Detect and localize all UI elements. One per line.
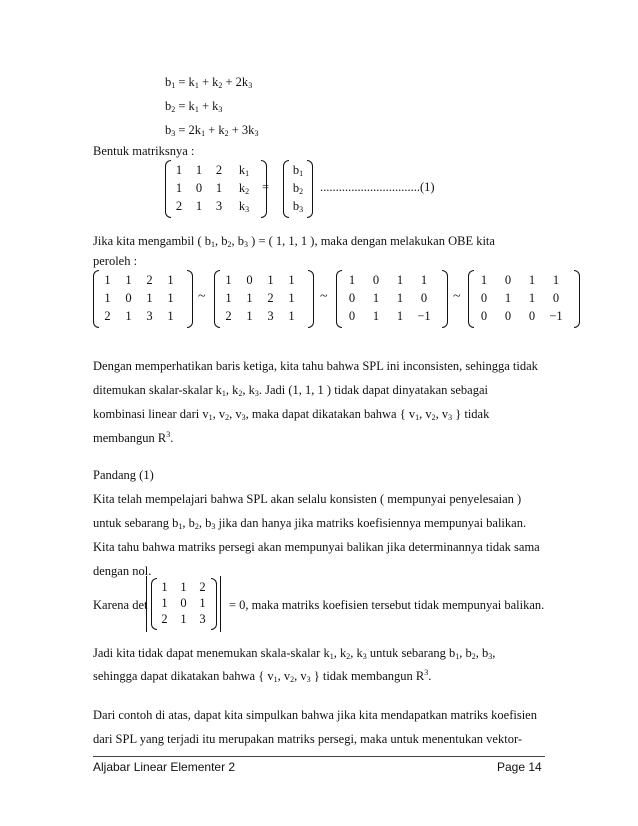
matrix-cell: 1: [161, 596, 168, 610]
footer-page-number: Page 14: [497, 760, 542, 774]
paragraph-1-line3: kombinasi linear dari $v_1$, $v_2$, $v_3$, maka dapat dikatakan bahwa { $v_1$, $v_2$, $v_3$ } tidak: [93, 407, 490, 422]
b-vector: [283, 160, 313, 218]
matrix-cell: 0: [420, 291, 428, 305]
paragraph-1-line4: membangun $R^3$.: [93, 430, 174, 445]
matrix-cell: 1: [175, 163, 183, 177]
matrix-cell: 0: [552, 291, 560, 305]
matrix-cell: $k_1$: [238, 163, 250, 178]
matrix-cell: −1: [417, 309, 431, 323]
paragraph-2-line2: untuk sebarang $b_1$, $b_2$, $b_3$ jika dan hanya jika matriks koefisiennya mempunyai balikan.: [93, 516, 527, 531]
matrix-cell: 1: [504, 291, 512, 305]
matrix-cell: 1: [125, 309, 132, 323]
matrix-cell: 1: [195, 199, 203, 213]
matrix-cell: $b_2$: [292, 181, 304, 196]
matrix-cell: 1: [167, 309, 174, 323]
paragraph-2-line3: Kita tahu bahwa matriks persegi akan mempunyai balikan jika determinannya tidak sama: [93, 540, 540, 554]
matrix-cell: 1: [528, 273, 536, 287]
matrix-cell: 1: [372, 309, 380, 323]
karena-suffix: = 0, maka matriks koefisien tersebut tidak mempunyai balikan.: [229, 598, 545, 612]
matrix-cell: 1: [180, 612, 187, 626]
matrix-cell: 2: [146, 273, 153, 287]
matrix-cell: 1: [146, 291, 153, 305]
matrix-cell: 1: [288, 273, 295, 287]
matrix-cell: 1: [420, 273, 428, 287]
equals-sign: =: [262, 180, 270, 194]
matrix-cell: 1: [372, 291, 380, 305]
matrix-cell: 0: [372, 273, 380, 287]
footer-title: Aljabar Linear Elementer 2: [93, 760, 236, 774]
matrix-cell: 1: [528, 291, 536, 305]
paragraph-3-line2: sehingga dapat dikatakan bahwa { $v_1$, $v_2$, $v_3$ } tidak membangun $R^3$.: [93, 668, 432, 684]
equivalent-tilde: ~: [198, 289, 206, 304]
matrix-bracket-right: [442, 270, 448, 328]
matrix-cell: 1: [288, 309, 295, 323]
matrix-cell: 2: [199, 580, 206, 594]
paragraph-jika-line1: Jika kita mengambil ( $b_1$, $b_2$, $b_3$ ) = ( 1, 1, 1 ), maka dengan melakukan OBE kita: [93, 234, 495, 249]
matrix-cell: 3: [267, 309, 274, 323]
karena-prefix: Karena det: [93, 598, 148, 612]
matrix-cell: 1: [480, 273, 488, 287]
matrix-cell: $b_3$: [292, 199, 304, 214]
paragraph-2-line4: dengan nol.: [93, 564, 152, 578]
matrix-cell: 1: [348, 273, 356, 287]
matrix-cell: 1: [396, 273, 404, 287]
matrix-cell: 1: [161, 580, 168, 594]
matrix-cell: 3: [146, 309, 153, 323]
matrix-cell: 1: [180, 580, 187, 594]
matrix-cell: 2: [175, 199, 183, 213]
matrix-cell: 1: [167, 273, 174, 287]
equivalent-tilde: ~: [320, 289, 328, 304]
matrix-cell: 1: [215, 181, 223, 195]
matrix-cell: 2: [104, 309, 111, 323]
matrix-cell: $k_2$: [238, 181, 250, 196]
matrix-cell: −1: [549, 309, 563, 323]
matrix-cell: 0: [348, 309, 356, 323]
matrix-cell: 0: [125, 291, 132, 305]
matrix-cell: 1: [396, 291, 404, 305]
matrix-cell: 0: [504, 273, 512, 287]
matrix-cell: $k_3$: [238, 199, 250, 214]
matrix-cell: 1: [104, 273, 111, 287]
matrix-cell: 1: [225, 291, 232, 305]
pandang-label: Pandang (1): [93, 468, 154, 482]
paragraph-1-line2: ditemukan skalar-skalar $k_1$, $k_2$, $k_3$. Jadi (1, 1, 1 ) tidak dapat dinyatakan sebagai: [93, 383, 488, 398]
matrix-bracket-right: [187, 270, 193, 328]
equation-b1: $b_1 = k_1 + k_2 + 2k_3$: [165, 75, 253, 90]
matrix-cell: 0: [246, 273, 253, 287]
det-bar-left: [146, 576, 147, 632]
matrix-cell: 3: [215, 199, 223, 213]
matrix-bracket-right: [574, 270, 580, 328]
matrix-cell: 1: [396, 309, 404, 323]
equation-b2: $b_2 = k_1 + k_3$: [165, 99, 223, 114]
equation-b3: $b_3 = 2k_1 + k_2 + 3k_3$: [165, 123, 259, 138]
det-bar-right: [220, 576, 221, 632]
det-matrix: [151, 578, 217, 630]
matrix-cell: 1: [246, 291, 253, 305]
matrix-cell: $b_1$: [292, 163, 304, 178]
matrix-cell: 1: [246, 309, 253, 323]
matrix-cell: 2: [215, 163, 223, 177]
bentuk-label: Bentuk matriksnya :: [93, 144, 195, 158]
coefficient-matrix: [165, 160, 270, 218]
matrix-cell: 1: [125, 273, 132, 287]
paragraph-2-line1: Kita telah mempelajari bahwa SPL akan selalu konsisten ( mempunyai penyelesaian ): [93, 492, 522, 506]
matrix-cell: 0: [180, 596, 187, 610]
matrix-cell: 1: [195, 163, 203, 177]
paragraph-1-line1: Dengan memperhatikan baris ketiga, kita tahu bahwa SPL ini inconsisten, sehingga tidak: [93, 359, 538, 373]
paragraph-4-line1: Dari contoh di atas, dapat kita simpulkan bahwa jika kita mendapatkan matriks koefisien: [93, 708, 537, 722]
matrix-cell: 1: [104, 291, 111, 305]
matrix-cell: 1: [167, 291, 174, 305]
footer-divider: [93, 756, 545, 757]
paragraph-3-line1: Jadi kita tidak dapat menemukan skala-skalar $k_1$, $k_2$, $k_3$ untuk sebarang $b_1$, $b_2$, $b_3$,: [93, 646, 496, 661]
matrix-cell: 1: [199, 596, 206, 610]
matrix-cell: 0: [195, 181, 203, 195]
matrix-bracket-right: [308, 270, 314, 328]
matrix-cell: 0: [480, 291, 488, 305]
matrix-cell: 1: [225, 273, 232, 287]
equivalent-tilde: ~: [453, 289, 461, 304]
obe-matrix-2: [214, 270, 314, 328]
matrix-cell: 3: [199, 612, 206, 626]
matrix-cell: 0: [480, 309, 488, 323]
equation-number: ................................(1): [320, 180, 435, 194]
matrix-cell: 1: [175, 181, 183, 195]
matrix-cell: 0: [504, 309, 512, 323]
matrix-cell: 1: [552, 273, 560, 287]
paragraph-jika-line2: peroleh :: [93, 254, 138, 268]
paragraph-4-line2: dari SPL yang terjadi itu merupakan matriks persegi, maka untuk menentukan vektor-: [93, 732, 523, 746]
matrix-cell: 2: [267, 291, 274, 305]
matrix-cell: 2: [225, 309, 232, 323]
matrix-cell: 0: [528, 309, 536, 323]
matrix-cell: 2: [161, 612, 168, 626]
obe-matrix-4: [468, 270, 580, 328]
matrix-cell: 1: [288, 291, 295, 305]
obe-matrix-1: [93, 270, 193, 328]
obe-matrix-3: [336, 270, 448, 328]
matrix-cell: 1: [267, 273, 274, 287]
matrix-cell: 0: [348, 291, 356, 305]
